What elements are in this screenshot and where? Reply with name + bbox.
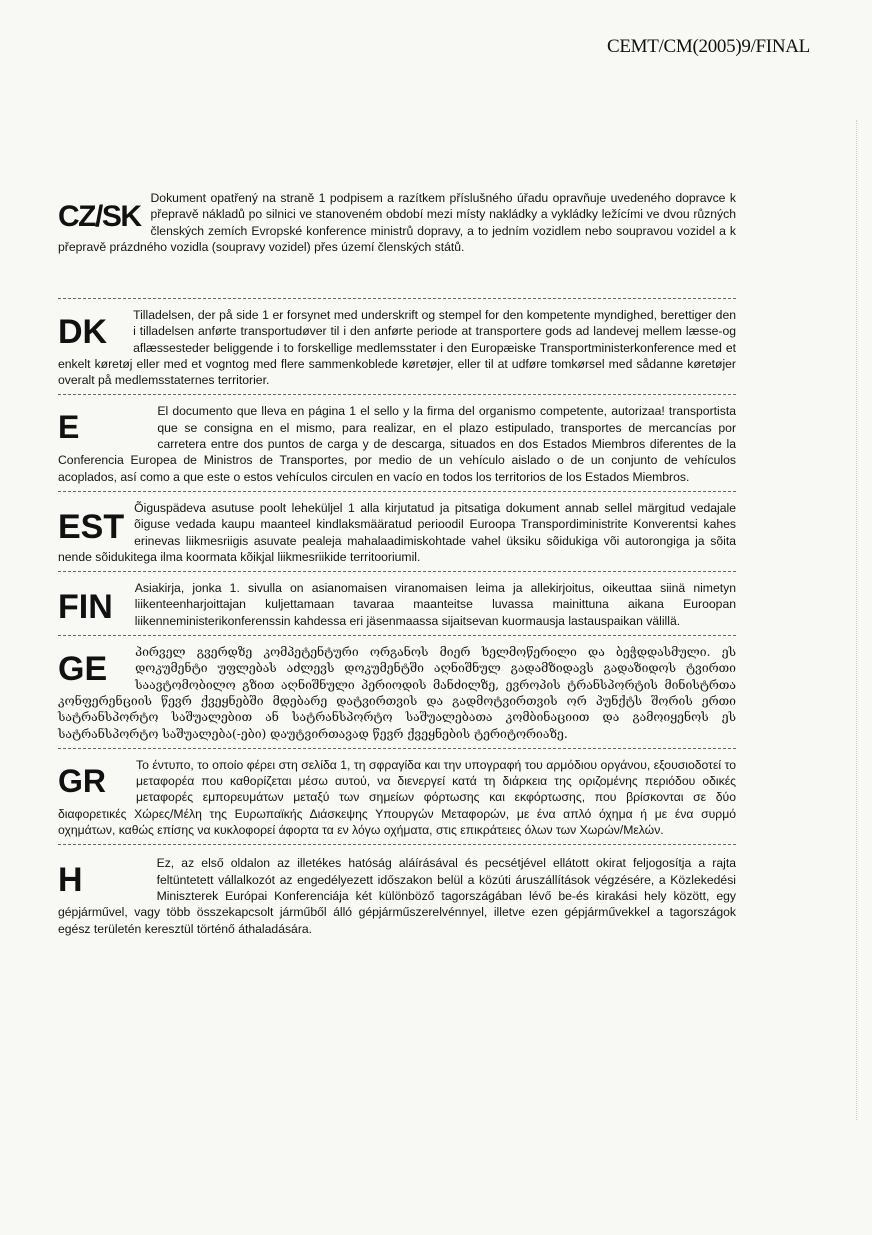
language-code: GR [58, 762, 106, 799]
document-reference: CEMT/CM(2005)9/FINAL [606, 36, 810, 57]
section-fin [58, 580, 736, 629]
language-code: EST [58, 507, 125, 546]
section-divider [58, 298, 736, 299]
language-code: E [58, 409, 80, 446]
section-text: Tilladelsen, der på side 1 er forsynet med underskrift og stempel for den kompetente myndighed, berettiger den i tilladelsen anførte transportudøver til i den anførte periode at transportere gods ad landevej mellem læsse-og aflæssesteder beliggende i to forskellige medlemsstater i den Europæiske Transportministerkonference med et enkelt køretøj eller med et vogntog med flere sammenkoblede køretøjer, eller til at udføre tomkørsel med sådanne køretøjer overalt på medlemsstaternes territorier. [58, 308, 736, 388]
section-h [58, 855, 736, 936]
section-text: პირველ გვერდზე კომპეტენტური ორგანოს მიერ ხელმოწერილი და ბეჭდდასმული. ეს დოკუმენტი უფლებას აძლევს დოკუმენტში აღნიშნულ გადამზიდავს გადაზიდოს ტვირთი საავტომობილო გზით აღნიშნული პერიოდის მანძილზე, ევროპის ტრანსპორტის მინისტრთა კონფერენციის წევრ ქვეყნებში მდებარე დატვირთვის და გადმოტვირთვის ორ პუნქტს შორის ერთი სატრანსპორტო საშუალებით ან სატრანსპორტო საშუალებათა კომბინაციით და გამოიყენოს ეს სატრანსპორტო საშუალება(-ები) დაუტვირთავად წევრ ქვეყნების ტერიტორიაზე. [58, 645, 736, 741]
language-code: FIN [58, 588, 113, 627]
section-text: Õiguspädeva asutuse poolt leheküljel 1 alla kirjutatud ja pitsatiga dokument annab sellel märgitud vedajale õiguse vedada kaupu maanteel kindlaksmääratud perioodil Euroopa Transpordiministrite Konverentsi kahes erinevas liikmesriigis asuvate pealeja mahalaadimiskohtade vahel üksiku sõidukiga või autorongiga ja sõita nende sõidukitega ilma koormata kõikjal liikmesriikide territooriumil. [58, 500, 736, 564]
language-code: GE [58, 650, 108, 689]
section-divider [58, 844, 736, 845]
section-divider [58, 571, 736, 572]
section-e [58, 403, 736, 484]
section-divider [58, 491, 736, 492]
authorization-text-blocks [58, 190, 736, 937]
section-text: Asiakirja, jonka 1. sivulla on asianomaisen viranomaisen leima ja allekirjoitus, oikeuttaa siinä nimetyn liikenteenharjoittajan kuljettamaan tavaraa maanteitse luvassa mainittuna aikana Euroopan liikenneministerikonferenssin kahdessa eri jäsenmaassa sijaitsevan kuormausja lastauspaikan välillä. [134, 581, 736, 628]
section-cz-sk [58, 190, 736, 276]
section-dk [58, 307, 736, 388]
language-code: DK [58, 313, 108, 351]
section-text: Ez, az első oldalon az illetékes hatóság aláírásával és pecsétjével ellátott okirat feljogosítja a rajta feltüntetett vállalkozót az engedélyezett időszakon belül a közúti áruszállítások végzésére, a Közlekedési Miniszterek Európai Konferenciája két különböző tagországában lévő be-és kirakási hely között, egy gépjárművel, vagy több összekapcsolt járműből álló gépjárműszerelvénnyel, illetve ezen gépjárművekkel a tagországok egész területén keresztül történő áthaladására. [58, 856, 736, 936]
section-divider [58, 635, 736, 636]
section-est [58, 500, 736, 565]
section-ge [58, 644, 736, 742]
section-divider [58, 748, 736, 749]
language-code: CZ/SK [58, 200, 141, 233]
section-divider [58, 394, 736, 395]
section-text: Dokument opatřený na straně 1 podpisem a razítkem příslušného úřadu opravňuje uvedeného dopravce k přepravě nákladů po silnici ve stanoveném období mezi místy nakládky a vykládky ležícími ve dvou různých členských zemích Evropské konference ministrů dopravy, a to jedním vozidlem nebo soupravou vozidel a k přepravě prázdného vozidla (soupravy vozidel) přes území členských států. [58, 191, 736, 254]
page-edge-mark [856, 120, 858, 1120]
section-text: Το έντυπο, το οποίο φέρει στη σελίδα 1, τη σφραγίδα και την υπογραφή του αρμόδιου οργάνου, εξουσιοδοτεί το μεταφορέα που καθορίζεται μέσω αυτού, να διενεργεί κατά τη διάρκεια της οριζομένης περιόδου οδικές μεταφορές εμπορευμάτων μεταξύ των σημείων φόρτωσης και εκφόρτωσης, που βρίσκονται σε δύο διαφορετικές Χώρες/Μέλη της Ευρωπαϊκής Διάσκεψης Υπουργών Μεταφορών, με ένα απλό όχημα ή με ένα συρμό οχημάτων, καθώς επίσης να κυκλοφορεί άφορτα τα εν λόγω οχήματα, στις επικράτειες όλων των Χωρών/Μελών. [58, 757, 736, 838]
section-text: El documento que lleva en página 1 el sello y la firma del organismo competente, autorizaa! transportista que se consigna en el mismo, para realizar, en el plazo estipulado, transportes de mercancías por carretera entre dos puntos de carga y de descarga, situados en dos Estados Miembros diferentes de la Conferencia Europea de Ministros de Transportes, por medio de un vehículo aislado o de un conjunto de vehículos acoplados, así como a que este o estos vehículos circulen en vacío en todos los territorios de los Estados Miembros. [58, 404, 736, 484]
section-gr [58, 757, 736, 838]
language-code: H [58, 861, 83, 900]
